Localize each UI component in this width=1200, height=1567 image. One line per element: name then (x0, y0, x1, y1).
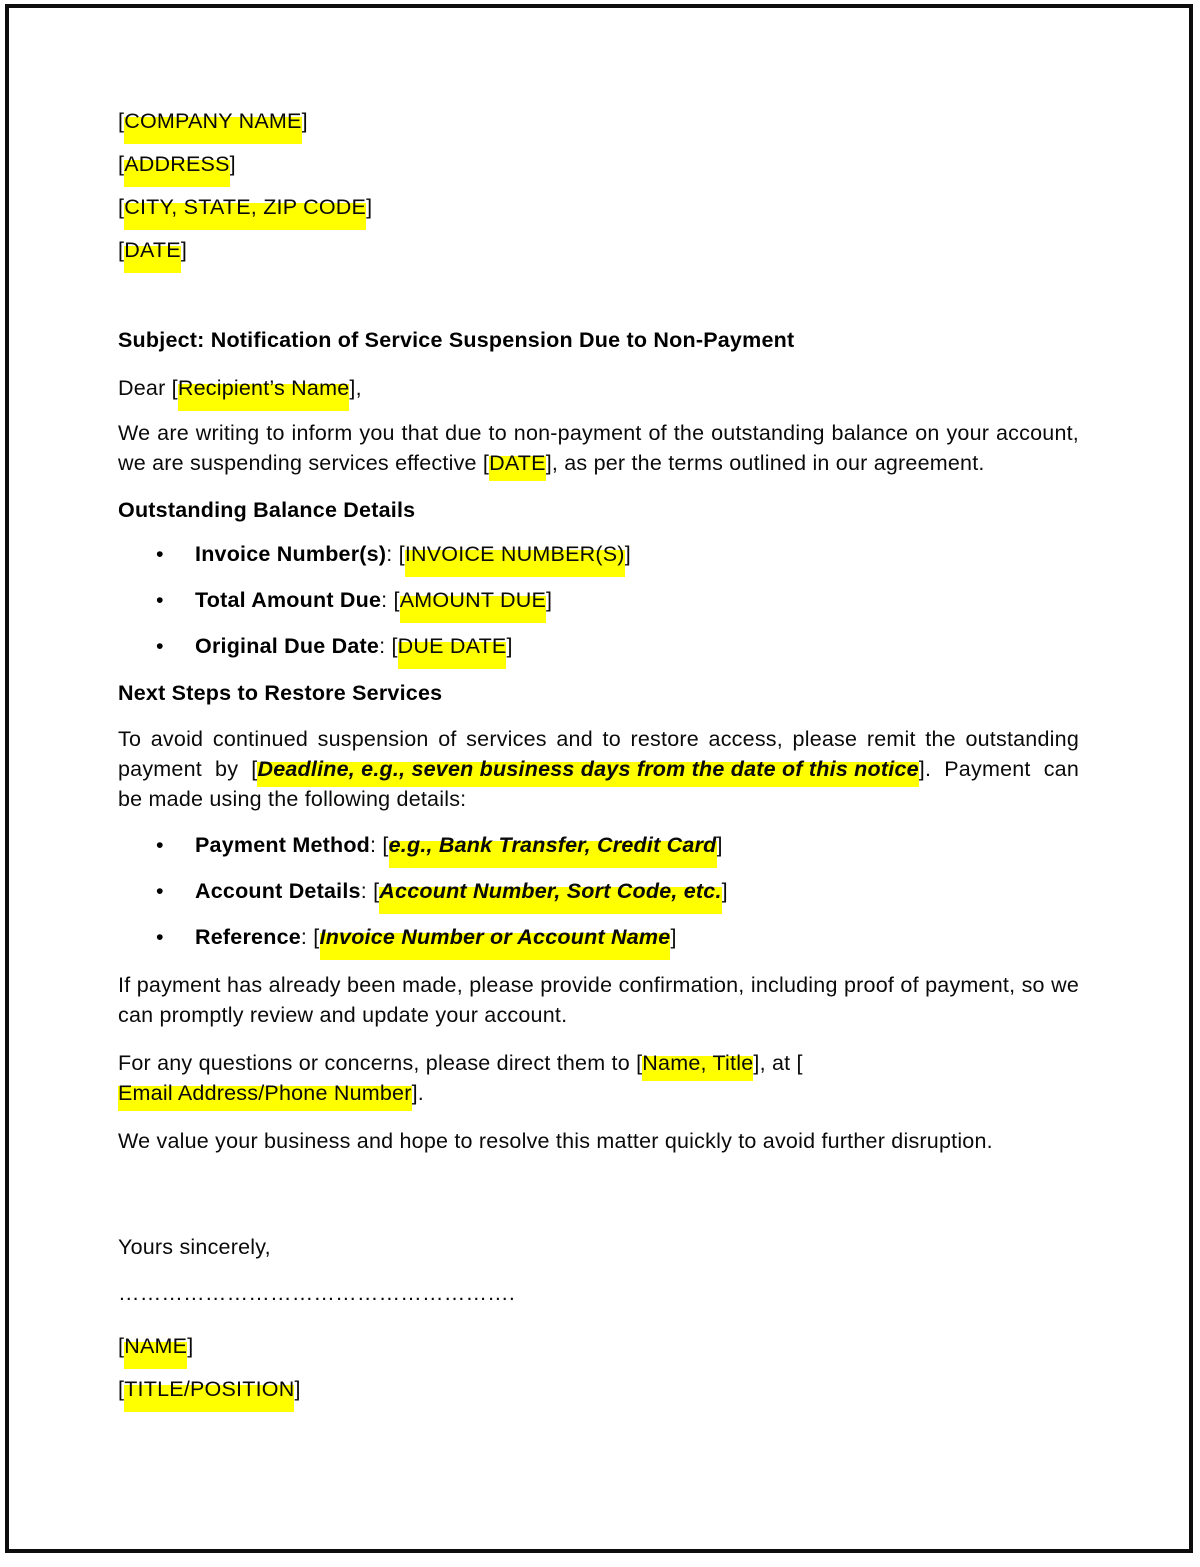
payment-item-close: ] (721, 879, 728, 903)
signer-name-line: [NAME] (118, 1334, 194, 1358)
payment-item-separator: : [ (360, 879, 380, 903)
payment-item-placeholder: Invoice Number or Account Name (319, 925, 671, 949)
payment-item-separator: : [ (370, 833, 389, 857)
signer-name-placeholder: NAME (124, 1334, 188, 1358)
company-name-line: [COMPANY NAME] (118, 109, 308, 133)
recipient-name-placeholder: Recipient’s Name (177, 376, 350, 400)
closing-signoff-spacer (118, 1174, 1079, 1234)
balance-item-placeholder: DUE DATE (397, 634, 507, 658)
date-line: [DATE] (118, 238, 188, 262)
address-placeholder: ADDRESS (124, 152, 230, 176)
list-item (118, 878, 1079, 904)
company-name-placeholder: COMPANY NAME (124, 109, 302, 133)
bullet-icon: • (156, 925, 164, 949)
bullet-icon: • (156, 833, 164, 857)
payment-item-label: Reference (195, 925, 301, 949)
balance-section-heading: Outstanding Balance Details (118, 498, 416, 522)
payment-item-placeholder: e.g., Bank Transfer, Credit Card (388, 833, 717, 857)
confirmation-paragraph: If payment has already been made, please provide confirmation, including proof of payment, so we can promptly review and update your account. (118, 973, 1079, 1027)
closing-paragraph: We value your business and hope to resolve this matter quickly to avoid further disruption. (118, 1129, 993, 1153)
salutation-suffix: ], (349, 376, 362, 400)
next-steps-part2: ]. Payment can be made using the following details: (118, 757, 1079, 811)
balance-item-close: ] (546, 588, 553, 612)
contact-part1: For any questions or concerns, please direct them to [ (118, 1051, 643, 1075)
bullet-icon: • (156, 588, 164, 612)
payment-item-close: ] (670, 925, 677, 949)
balance-item-label: Invoice Number(s) (195, 542, 387, 566)
intro-paragraph (118, 418, 1079, 478)
address-line: [ADDRESS] (118, 152, 236, 176)
balance-details-list (118, 541, 1079, 659)
list-item (118, 633, 1079, 659)
balance-item-close: ] (506, 634, 513, 658)
list-item (118, 924, 1079, 950)
salutation-line (118, 375, 1079, 401)
signer-title-placeholder: TITLE/POSITION (124, 1377, 295, 1401)
salutation-prefix: Dear [ (118, 376, 178, 400)
payment-item-placeholder: Account Number, Sort Code, etc. (379, 879, 722, 903)
city-state-zip-line: [CITY, STATE, ZIP CODE] (118, 195, 373, 219)
letterhead-block (118, 108, 1079, 263)
name-title-placeholder: Name, Title (642, 1048, 753, 1078)
signer-title-line: [TITLE/POSITION] (118, 1377, 301, 1401)
bullet-icon: • (156, 879, 164, 903)
payment-item-separator: : [ (300, 925, 320, 949)
bullet-icon: • (156, 634, 164, 658)
balance-item-separator: : [ (379, 634, 398, 658)
balance-item-close: ] (624, 542, 631, 566)
next-steps-heading: Next Steps to Restore Services (118, 681, 443, 705)
valediction: Yours sincerely, (118, 1235, 271, 1259)
balance-item-label: Total Amount Due (195, 588, 382, 612)
contact-part3: ]. (411, 1081, 424, 1105)
subject-line: Subject: Notification of Service Suspension Due to Non-Payment (118, 328, 795, 352)
letter-body (118, 108, 1079, 1419)
balance-item-placeholder: INVOICE NUMBER(S) (404, 542, 625, 566)
signature-name-spacer (118, 1323, 1079, 1333)
list-item (118, 587, 1079, 613)
payment-details-list (118, 832, 1079, 950)
date-placeholder: DATE (124, 238, 181, 262)
payment-item-label: Account Details (195, 879, 361, 903)
contact-paragraph (118, 1048, 1079, 1108)
balance-item-separator: : [ (381, 588, 400, 612)
payment-item-label: Payment Method (195, 833, 371, 857)
contact-part2: ], at [ (753, 1051, 803, 1075)
next-steps-part1: To avoid continued suspension of services and to restore access, please remit the outstanding payment by [ (118, 727, 1079, 781)
payment-item-close: ] (716, 833, 723, 857)
deadline-placeholder: Deadline, e.g., seven business days from the date of this notice (257, 754, 918, 784)
header-subject-spacer (118, 280, 1079, 326)
signature-block (118, 1234, 1079, 1402)
list-item (118, 832, 1079, 858)
intro-text-part2: ], as per the terms outlined in our agreement. (545, 451, 985, 475)
next-steps-paragraph (118, 724, 1079, 814)
balance-item-placeholder: AMOUNT DUE (399, 588, 547, 612)
bullet-icon: • (156, 542, 164, 566)
email-phone-placeholder: Email Address/Phone Number (118, 1078, 412, 1108)
suspension-date-placeholder: DATE (489, 448, 546, 478)
balance-item-label: Original Due Date (195, 634, 380, 658)
signature-dotted-line: ………………………………………………. (118, 1281, 516, 1305)
city-state-zip-placeholder: CITY, STATE, ZIP CODE (124, 195, 367, 219)
list-item (118, 541, 1079, 567)
balance-item-separator: : [ (386, 542, 405, 566)
intro-text-part1: We are writing to inform you that due to non-payment of the outstanding balance on your account, we are suspending services effective [ (118, 421, 1079, 475)
